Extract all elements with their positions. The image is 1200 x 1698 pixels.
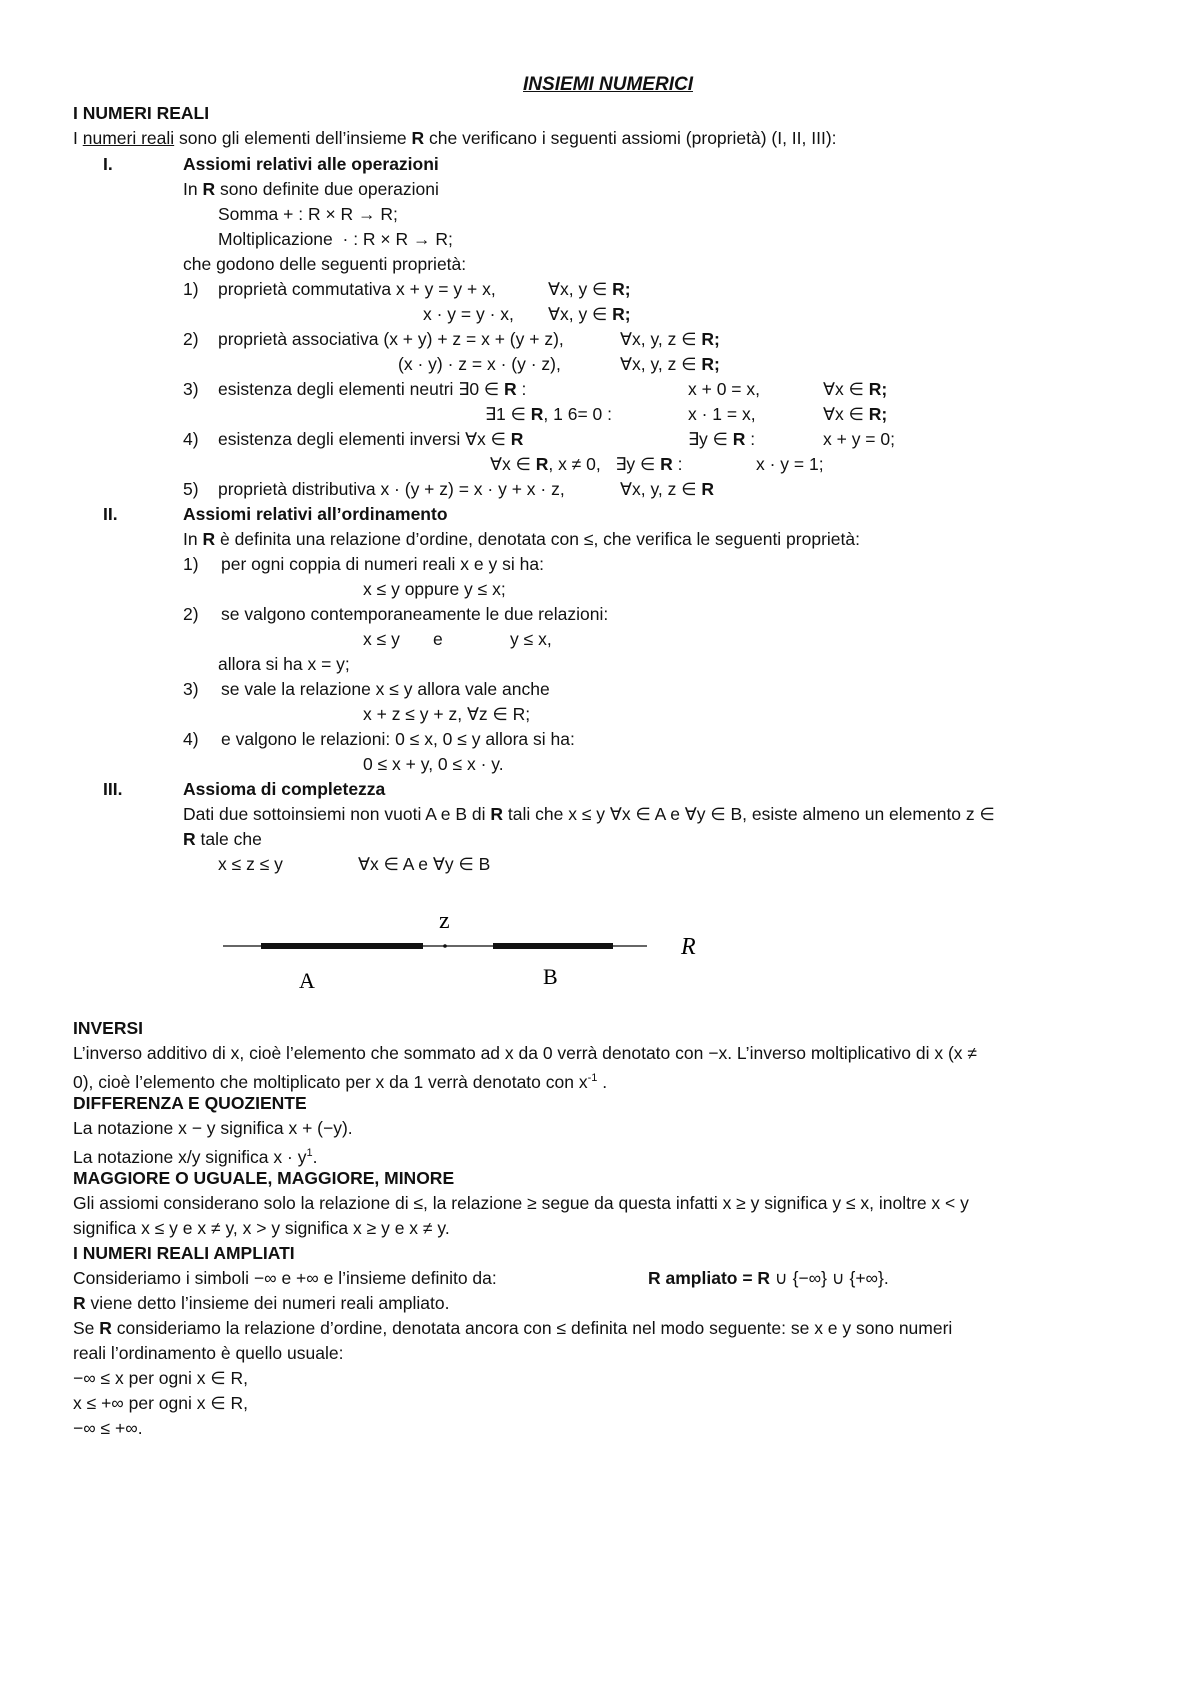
text-line: ∃1 ∈ R, 1 6= 0 : [485,404,612,424]
section-heading-differenza: DIFFERENZA E QUOZIENTE [73,1093,307,1113]
text-line: L’inverso additivo di x, cioè l’elemento che sommato ad x da 0 verrà denotato con −x. L’inverso moltiplicativo di x (x ≠ [73,1043,978,1063]
text-line: significa x ≤ y e x ≠ y, x > y significa x ≥ y e x ≠ y. [73,1218,450,1238]
text-line: ∀x ∈ A e ∀y ∈ B [358,854,491,874]
number-line-figure [73,894,713,994]
text-line: x · 1 = x, [688,404,756,424]
section-heading-ampliati: I NUMERI REALI AMPLIATI [73,1243,295,1263]
text-line: 0 ≤ x + y, 0 ≤ x · y. [363,754,504,774]
text-line: e valgono le relazioni: 0 ≤ x, 0 ≤ y allora si ha: [221,729,575,749]
label-b: B [543,964,558,989]
axiom-heading: Assiomi relativi alle operazioni [183,154,439,174]
text-line: x · y = y · x, [423,304,514,324]
text-line: esistenza degli elementi inversi ∀x ∈ R [218,429,524,449]
point-z [443,944,447,948]
text-line: proprietà associativa (x + y) + z = x + (y + z), [218,329,564,349]
text-line: ∀x ∈ R; [823,404,888,424]
text-line: ∀x, y, z ∈ R; [620,329,720,349]
text-line: Consideriamo i simboli −∞ e +∞ e l’insieme definito da: [73,1268,497,1288]
text-line: proprietà distributiva x · (y + z) = x · y + x · z, [218,479,565,499]
text-line: per ogni coppia di numeri reali x e y si ha: [221,554,544,574]
list-number: 4) [183,429,199,449]
axiom-number: III. [103,779,123,799]
axiom-heading: Assioma di completezza [183,779,386,799]
axiom-number: II. [103,504,118,524]
text-line: se valgono contemporaneamente le due relazioni: [221,604,609,624]
list-number: 3) [183,679,199,699]
text-line: x + y = 0; [823,429,895,449]
text-line: ∃y ∈ R : [688,429,756,449]
text-line: y ≤ x, [510,629,552,649]
set-symbol: R [411,128,425,148]
text-line: x · y = 1; [756,454,824,474]
intro-paragraph [73,125,837,151]
label-a: A [299,968,315,993]
page-title: INSIEMI NUMERICI [523,74,693,95]
text-line: ∀x, y ∈ R; [548,304,631,324]
text-line: ∀x, y, z ∈ R; [620,354,720,374]
text-line: reali l’ordinamento è quello usuale: [73,1343,344,1363]
text-line: In R sono definite due operazioni [183,179,439,199]
text-line: −∞ ≤ +∞. [73,1418,143,1438]
text-line: Dati due sottoinsiemi non vuoti A e B di R tali che x ≤ y ∀x ∈ A e ∀y ∈ B, esiste almeno un elemento z ∈ [183,804,995,824]
text-line: proprietà commutativa x + y = y + x, [218,279,496,299]
text-line: x ≤ z ≤ y [218,854,283,874]
text-line: R viene detto l’insieme dei numeri reali ampliato. [73,1293,450,1313]
text-line: La notazione x − y significa x + (−y). [73,1118,353,1138]
intro-text: I [73,128,83,148]
text-line: ∀x ∈ R; [823,379,888,399]
text-line: La notazione x/y significa $x \cdot y^1$. [73,1146,318,1167]
intro-text: che verificano i seguenti assiomi (proprietà) (I, II, III): [424,128,837,148]
text-line: x ≤ y oppure y ≤ x; [363,579,506,599]
text-line: se vale la relazione x ≤ y allora vale anche [221,679,550,699]
intro-text: sono gli elementi dell’insieme [174,128,412,148]
list-number: 5) [183,479,199,499]
text-line: esistenza degli elementi neutri ∃0 ∈ R : [218,379,527,399]
text-line: ∀x, y ∈ R; [548,279,631,299]
axiom-heading: Assiomi relativi all’ordinamento [183,504,448,524]
text-line: Se R consideriamo la relazione d’ordine, denotata ancora con ≤ definita nel modo seguente: se x e y sono numeri [73,1318,953,1338]
text-line: Gli assiomi considerano solo la relazione di ≤, la relazione ≥ segue da questa infatti x ≥ y significa y ≤ x, inoltre x < y [73,1193,969,1213]
text-line: x ≤ +∞ per ogni x ∈ R, [73,1393,248,1413]
text-line: e [433,629,443,649]
label-z: z [439,908,450,934]
text-line: che godono delle seguenti proprietà: [183,254,467,274]
list-number: 2) [183,329,199,349]
list-number: 3) [183,379,199,399]
text-line: allora si ha x = y; [218,654,350,674]
text-line: −∞ ≤ x per ogni x ∈ R, [73,1368,248,1388]
intro-underlined: numeri reali [82,128,175,148]
text-line: x ≤ y [363,629,400,649]
text-line: R ampliato = R ∪ {−∞} ∪ {+∞}. [648,1268,889,1288]
list-number: 4) [183,729,199,749]
text-line: Somma + : R × R → R; [218,204,398,224]
text-line: x + 0 = x, [688,379,760,399]
list-number: 2) [183,604,199,624]
text-line: ∀x ∈ R, x ≠ 0, ∃y ∈ R : [490,454,683,474]
section-heading-inversi: INVERSI [73,1018,144,1038]
text-line: R tale che [183,829,262,849]
section-heading-maggiore: MAGGIORE O UGUALE, MAGGIORE, MINORE [73,1168,455,1188]
list-number: 1) [183,279,199,299]
section-heading-reali: I NUMERI REALI [73,103,210,123]
text-line: ∀x, y, z ∈ R [620,479,714,499]
axiom-number: I. [103,154,113,174]
label-r: R [681,934,696,960]
text-line: In R è definita una relazione d’ordine, denotata con ≤, che verifica le seguenti proprietà: [183,529,860,549]
text-line: 0), cioè l’elemento che moltiplicato per x da 1 verrà denotato con $x^{-1}$ . [73,1071,608,1092]
text-line: (x · y) · z = x · (y · z), [398,354,561,374]
text-line: x + z ≤ y + z, ∀z ∈ R; [363,704,531,724]
text-line: Moltiplicazione · : R × R → R; [218,229,453,249]
list-number: 1) [183,554,199,574]
